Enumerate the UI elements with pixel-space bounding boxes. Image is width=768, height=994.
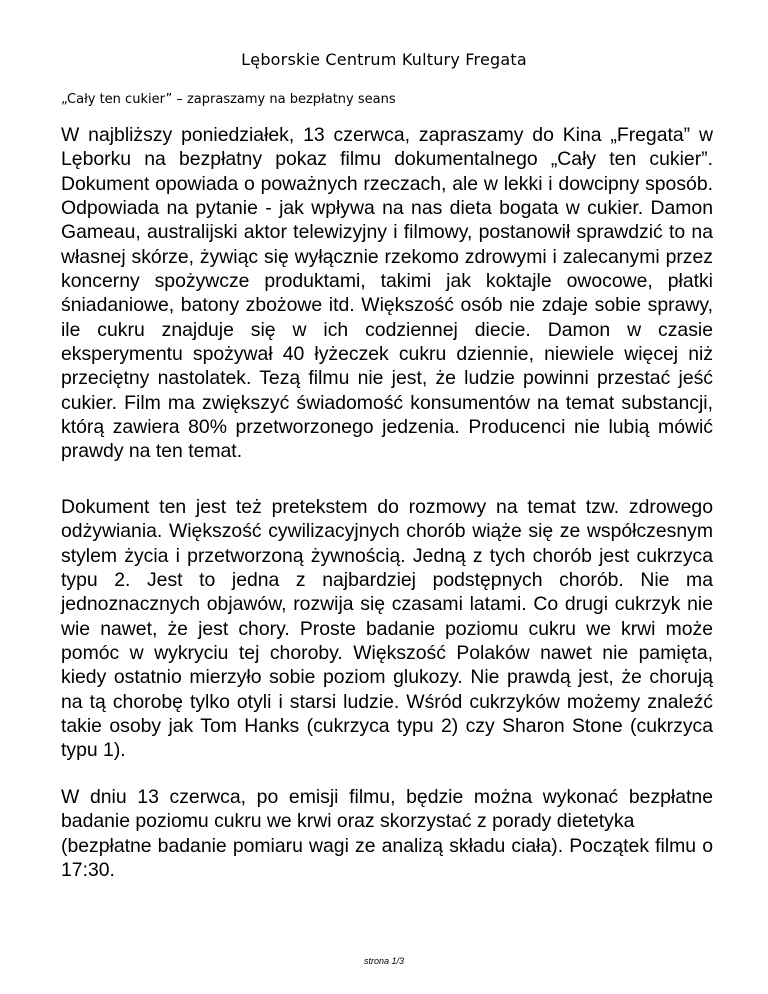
document-subheading: „Cały ten cukier” – zapraszamy na bezpłatny seans	[61, 92, 396, 107]
page-header-title: Lęborskie Centrum Kultury Fregata	[241, 50, 527, 69]
page-number-footer: strona 1/3	[363, 956, 405, 966]
paragraph-3: W dniu 13 czerwca, po emisji filmu, będzie można wykonać bezpłatne badanie poziomu cukru we krwi oraz skorzystać z porady dietetyka (bezpłatne badanie pomiaru wagi ze analizą składu ciała). Początek filmu o 17:30.	[61, 786, 713, 882]
paragraph-1: W najbliższy poniedziałek, 13 czerwca, zapraszamy do Kina „Fregata” w Lęborku na bezpłatny pokaz filmu dokumentalnego „Cały ten cukier”. Dokument opowiada o poważnych rzeczach, ale w lekki i dowcipny sposób. Odpowiada na pytanie - jak wpływa na nas dieta bogata w cukier. Damon Gameau, australijski aktor telewizyjny i filmowy, postanowił sprawdzić to na własnej skórze, żywiąc się wyłącznie rzekomo zdrowymi i zalecanymi przez koncerny spożywcze produktami, takimi jak koktajle owocowe, płatki śniadaniowe, batony zbożowe itd. Większość osób nie zdaje sobie sprawy, ile cukru znajduje się w ich codziennej diecie. Damon w czasie eksperymentu spożywał 40 łyżeczek cukru dziennie, niewiele więcej niż przeciętny nastolatek. Tezą filmu nie jest, że ludzie powinni przestać jeść cukier. Film ma zwiększyć świadomość konsumentów na temat substancji, którą zawiera 80% przetworzonego jedzenia. Producenci nie lubią mówić prawdy na ten temat.	[61, 124, 713, 463]
paragraph-2: Dokument ten jest też pretekstem do rozmowy na temat tzw. zdrowego odżywiania. Większość cywilizacyjnych chorób wiąże się ze współczesnym stylem życia i przetworzoną żywnością. Jedną z tych chorób jest cukrzyca typu 2. Jest to jedna z najbardziej podstępnych chorób. Nie ma jednoznacznych objawów, rozwija się czasami latami. Co drugi cukrzyk nie wie nawet, że jest chory. Proste badanie poziomu cukru we krwi może pomóc w wykryciu tej choroby. Większość Polaków nawet nie pamięta, kiedy ostatnio mierzyło sobie poziom glukozy. Nie prawdą jest, że chorują na tą chorobę tylko otyli i starsi ludzie. Wśród cukrzyków możemy znaleźć takie osoby jak Tom Hanks (cukrzyca typu 2) czy Sharon Stone (cukrzyca typu 1).	[61, 496, 713, 762]
